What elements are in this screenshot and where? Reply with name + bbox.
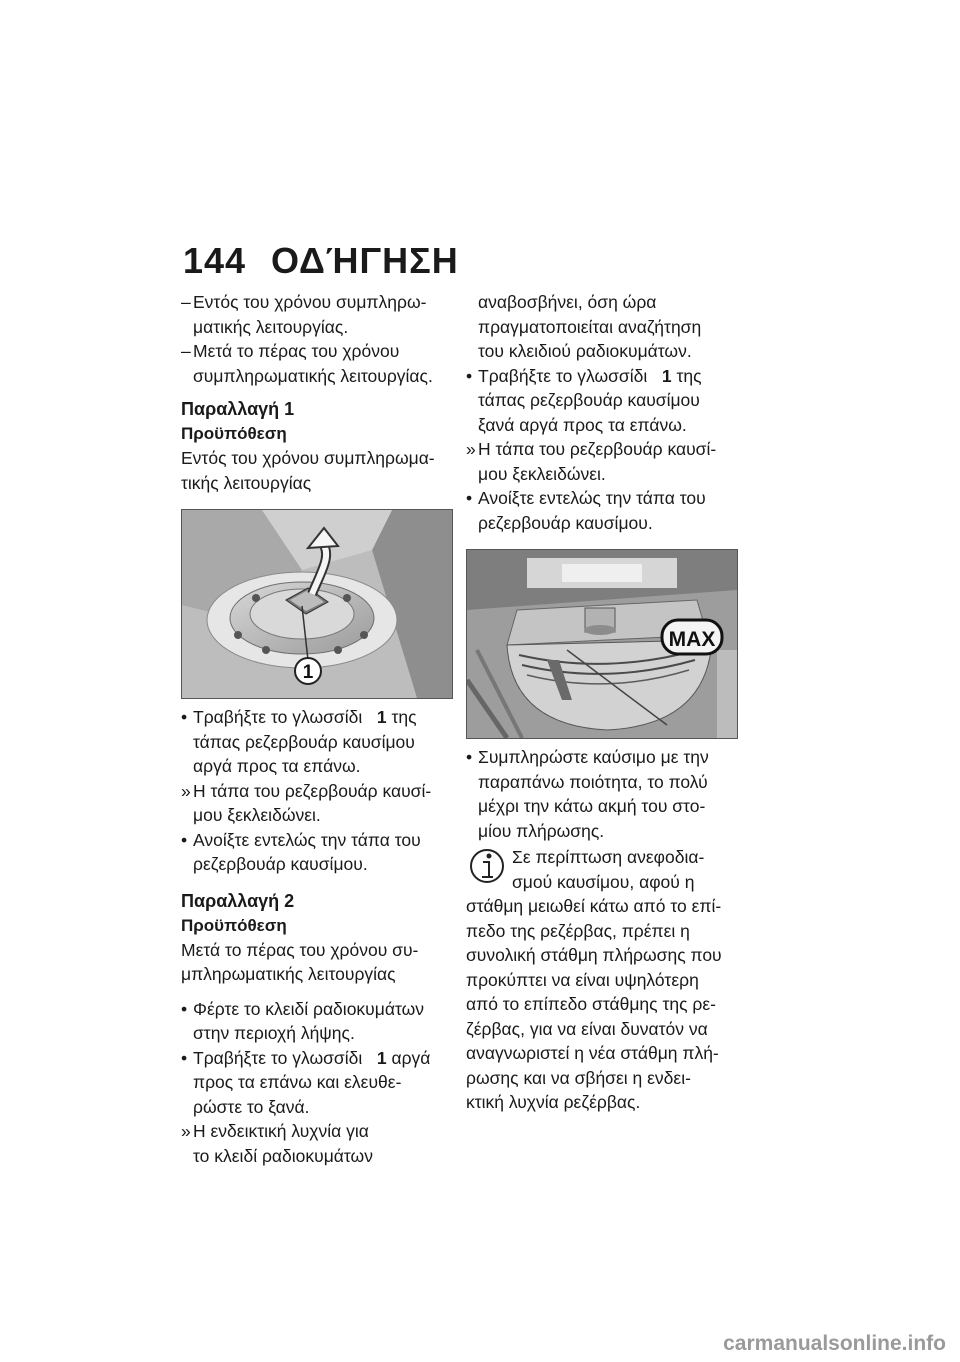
bullet-marker: • <box>466 365 473 386</box>
item-text: ξανά αργά προς τα επάνω. <box>478 414 687 435</box>
list-item <box>181 828 456 877</box>
item-text: πραγματοποιείται αναζήτηση <box>478 316 702 337</box>
item-text: αργά <box>391 1047 431 1068</box>
reference-number: 1 <box>376 1047 387 1068</box>
dash-marker: – <box>181 292 191 312</box>
max-label: MAX <box>668 628 716 651</box>
result-marker: » <box>181 780 191 801</box>
variant-2-heading: Παραλλαγή 2 <box>181 890 295 911</box>
list-item-continuation <box>466 290 742 364</box>
prerequisite-heading: Προϋπόθεση <box>181 915 287 935</box>
bullet-marker: • <box>181 998 188 1019</box>
item-text: αργά προς τα επάνω. <box>193 756 361 776</box>
list-item <box>466 364 742 438</box>
bullet-marker: • <box>181 1047 188 1068</box>
note-text: ζέρβας, για να είναι δυνατόν να <box>466 1018 708 1039</box>
list-item <box>181 705 456 779</box>
item-text: Φέρτε το κλειδί ραδιοκυμάτων <box>193 998 425 1019</box>
fuel-filler-neck-figure <box>466 549 738 739</box>
item-text: ματικής λειτουργίας. <box>193 316 349 337</box>
item-text: τάπας ρεζερβουάρ καυσίμου <box>193 731 415 752</box>
bullet-marker: • <box>181 829 188 850</box>
item-text: ρώστε το ξανά. <box>193 1096 310 1117</box>
note-text: πεδο της ρεζέρβας, πρέπει η <box>466 920 690 941</box>
reference-number: 1 <box>376 707 387 727</box>
item-text: Η τάπα του ρεζερβουάρ καυσί- <box>193 780 432 801</box>
note-text: αναγνωριστεί η νέα στάθμη πλή- <box>466 1043 719 1063</box>
item-text: παραπάνω ποιότητα, το πολύ <box>478 771 708 792</box>
result-marker: » <box>181 1121 191 1141</box>
item-text: της <box>391 707 417 727</box>
note-text: σμού καυσίμου, αφού η <box>512 871 695 892</box>
item-text: μέχρι την κάτω ακμή του στο- <box>478 796 706 816</box>
item-text: το κλειδί ραδιοκυμάτων <box>193 1145 373 1166</box>
result-marker: » <box>466 439 476 459</box>
prerequisite-heading: Προϋπόθεση <box>181 424 287 443</box>
bullet-marker: • <box>181 707 188 727</box>
item-text: προς τα επάνω και ελευθε- <box>193 1072 402 1092</box>
reference-number: 1 <box>661 365 672 386</box>
item-text: Τραβήξτε το γλωσσίδι <box>193 707 363 727</box>
right-column <box>466 290 742 1115</box>
item-text: αναβοσβήνει, όση ώρα <box>478 292 657 312</box>
prerequisite-text: Μετά το πέρας του χρόνου συ- <box>181 939 419 960</box>
item-text: Τραβήξτε το γλωσσίδι <box>478 365 648 386</box>
item-text: Τραβήξτε το γλωσσίδι <box>193 1047 363 1068</box>
bullet-marker: • <box>466 488 473 508</box>
list-item <box>181 1046 456 1120</box>
page-header <box>183 240 459 282</box>
item-text: Μετά το πέρας του χρόνου <box>193 341 400 361</box>
list-item <box>181 997 456 1046</box>
filler-neck-illustration <box>467 550 737 738</box>
item-text: τάπας ρεζερβουάρ καυσίμου <box>478 390 700 410</box>
info-note <box>466 845 742 1115</box>
item-text: συμπληρωματικής λειτουργίας. <box>193 365 433 386</box>
prerequisite-text: μπληρωματικής λειτουργίας <box>181 964 396 984</box>
item-text: μου ξεκλειδώνει. <box>193 805 321 825</box>
item-text: της <box>676 365 702 386</box>
item-text: στην περιοχή λήψης. <box>193 1023 355 1043</box>
list-item <box>466 486 742 535</box>
variant-1-heading: Παραλλαγή 1 <box>181 399 295 419</box>
note-text: κτική λυχνία ρεζέρβας. <box>466 1092 641 1112</box>
note-text: προκύπτει να είναι υψηλότερη <box>466 969 699 990</box>
item-text: Η τάπα του ρεζερβουάρ καυσί- <box>478 439 717 459</box>
item-text: Ανοίξτε εντελώς την τάπα του <box>193 829 421 850</box>
prerequisite-text: τικής λειτουργίας <box>181 472 312 493</box>
fuel-cap-illustration <box>182 510 452 698</box>
prerequisite-text: Εντός του χρόνου συμπληρωμα- <box>181 448 435 468</box>
note-text: ρωσης και να σβήσει η ενδει- <box>466 1067 691 1088</box>
list-item <box>181 290 456 339</box>
list-item <box>466 745 742 843</box>
item-text: Ανοίξτε εντελώς την τάπα του <box>478 488 706 508</box>
item-text: ρεζερβουάρ καυσίμου. <box>478 512 653 533</box>
note-text: Σε περίπτωση ανεφοδια- <box>512 847 705 867</box>
page-number: 144 <box>183 240 247 281</box>
list-item <box>181 779 456 828</box>
fuel-cap-figure <box>181 509 453 699</box>
item-text: ρεζερβουάρ καυσίμου. <box>193 854 368 874</box>
section-title: ΟΔΉΓΗΣΗ <box>271 240 459 281</box>
note-text: συνολική στάθμη πλήρωσης που <box>466 945 722 965</box>
item-text: μου ξεκλειδώνει. <box>478 463 606 484</box>
watermark: carmanualsonline.info <box>723 1332 946 1355</box>
item-text: μίου πλήρωσης. <box>478 820 605 841</box>
item-text: Συμπληρώστε καύσιμο με την <box>478 747 709 767</box>
list-item <box>181 1119 456 1168</box>
item-text: Εντός του χρόνου συμπληρω- <box>193 292 427 312</box>
callout-label: 1 <box>302 662 314 683</box>
note-text: από το επίπεδο στάθμης της ρε- <box>466 994 716 1014</box>
dash-marker: – <box>181 341 191 361</box>
list-item <box>181 339 456 388</box>
info-icon <box>468 847 506 889</box>
item-text: Η ενδεικτική λυχνία για <box>193 1121 369 1141</box>
item-text: του κλειδιού ραδιοκυμάτων. <box>478 341 692 361</box>
left-column <box>181 290 456 1168</box>
list-item <box>466 437 742 486</box>
bullet-marker: • <box>466 747 473 767</box>
note-text: στάθμη μειωθεί κάτω από το επί- <box>466 896 722 916</box>
